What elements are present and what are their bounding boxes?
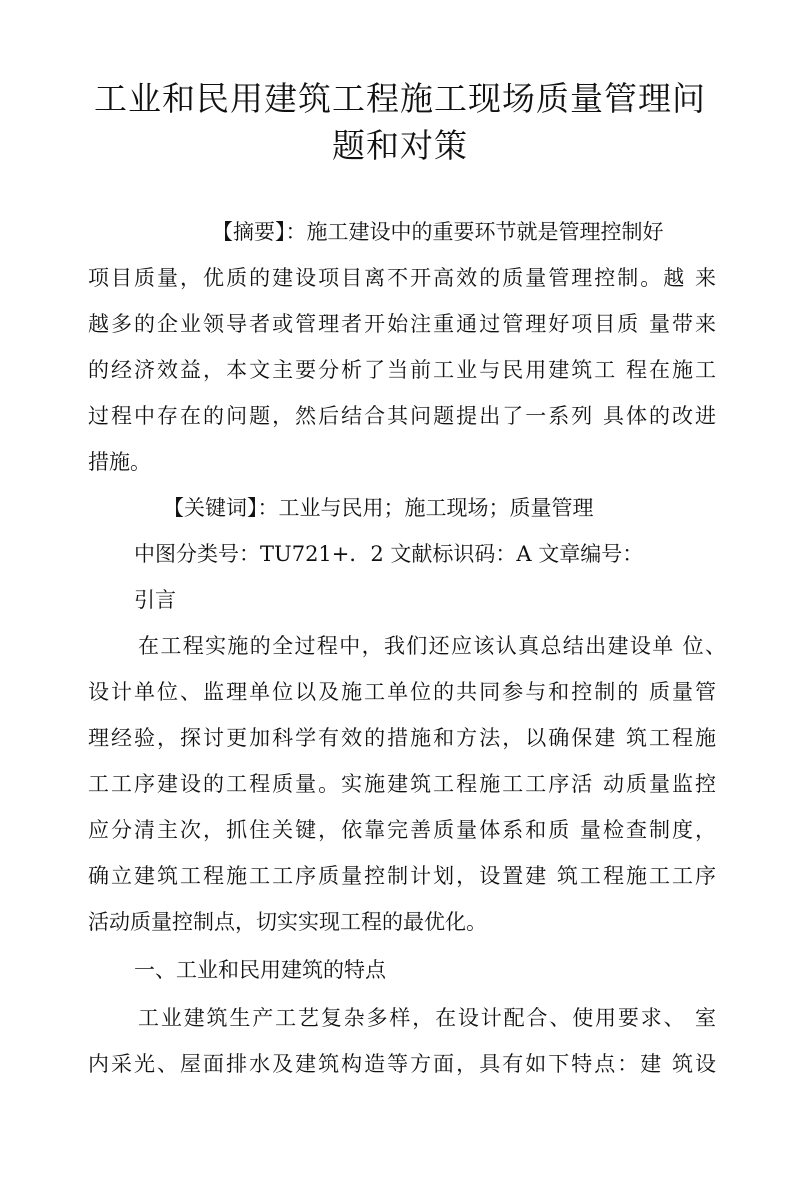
intro-line-7: 活动质量控制点，切实实现工程的最优化。	[88, 910, 487, 934]
intro-line-1: 在工程实施的全过程中，我们还应该认真总结出建设单 位、	[138, 634, 726, 658]
section-1-line-2: 内采光、屋面排水及建筑构造等方面，具有如下特点：建 筑设	[88, 1052, 716, 1076]
intro-line-3: 理经验，探讨更加科学有效的措施和方法，以确保建 筑工程施	[88, 726, 716, 750]
abstract-line-3: 越多的企业领导者或管理者开始注重通过管理好项目质 量带来	[88, 312, 716, 336]
section-1-heading: 一、工业和民用建筑的特点	[134, 958, 386, 982]
intro-line-6: 确立建筑工程施工工序质量控制计划，设置建 筑工程施工工序	[88, 864, 716, 888]
abstract-line-6: 措施。	[88, 450, 151, 474]
keywords-line: 【关键词】：工业与民用；施工现场；质量管理	[163, 496, 594, 520]
classification-line: 中图分类号：TU721+．2 文献标识码：A 文章编号：	[134, 542, 644, 566]
page-title-line-2: 题和对策	[332, 126, 468, 165]
abstract-line-2: 项目质量，优质的建设项目离不开高效的质量管理控制。越 来	[88, 266, 716, 290]
abstract-line-1: 【摘要】：施工建设中的重要环节就是管理控制好	[212, 220, 664, 244]
section-1-line-1: 工业建筑生产工艺复杂多样，在设计配合、使用要求、 室	[138, 1006, 716, 1030]
abstract-line-4: 的经济效益，本文主要分析了当前工业与民用建筑工 程在施工	[88, 358, 716, 382]
page-title-line-1: 工业和民用建筑工程施工现场质量管理问	[94, 79, 706, 118]
intro-line-2: 设计单位、监理单位以及施工单位的共同参与和控制的 质量管	[88, 680, 716, 704]
intro-heading: 引言	[134, 588, 176, 612]
abstract-line-5: 过程中存在的问题，然后结合其问题提出了一系列 具体的改进	[88, 404, 716, 428]
intro-line-4: 工工序建设的工程质量。实施建筑工程施工工序活 动质量监控	[88, 772, 716, 796]
intro-line-5: 应分清主次，抓住关键，依靠完善质量体系和质 量检查制度，	[88, 818, 716, 842]
